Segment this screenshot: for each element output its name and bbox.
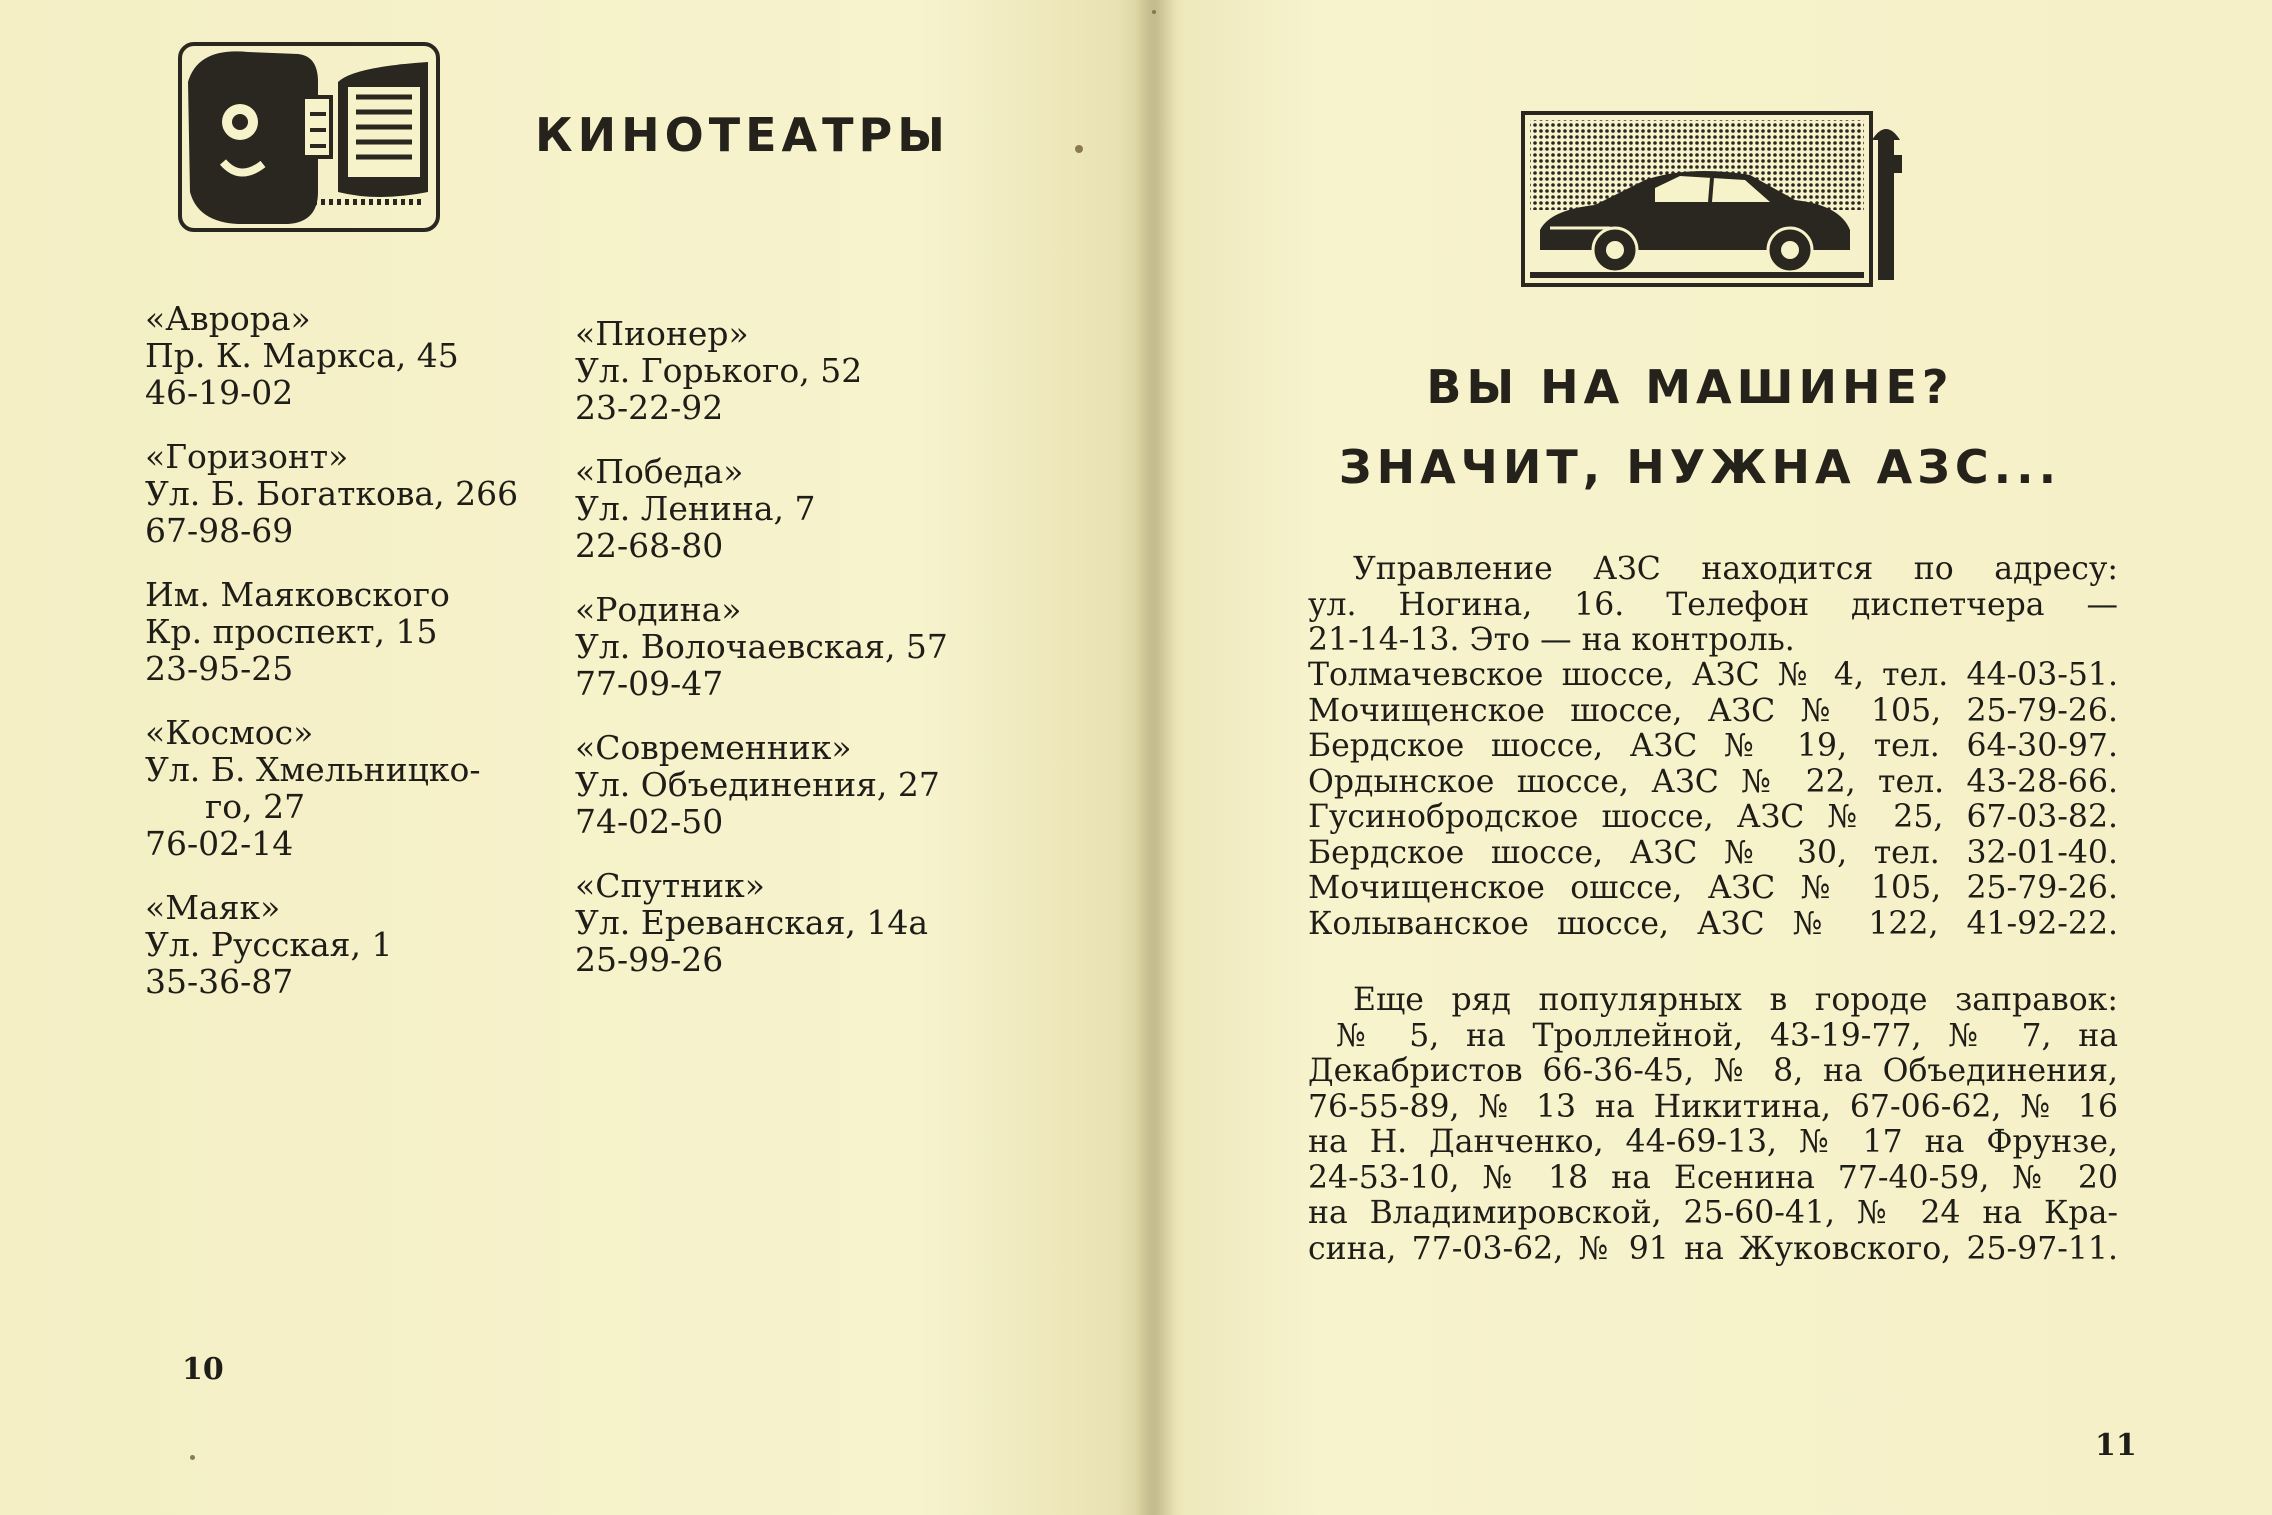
station-line: Мочищенское ошссе, АЗС № 105, 25-79-26. (1308, 870, 2118, 906)
cinema-address: Ул. Ереванская, 14а (575, 903, 929, 942)
cinema-phone: 25-99-26 (575, 940, 724, 979)
station-line: Ордынское шоссе, АЗС № 22, тел. 43-28-66. (1308, 763, 2118, 800)
cinema-entry (575, 591, 995, 702)
cinema-name: Им. Маяковского (145, 575, 450, 614)
page-title: КИНОТЕАТРЫ (535, 108, 950, 162)
cinema-entry (145, 300, 545, 411)
text-line: Еще ряд популярных в городе заправок: (1353, 982, 2118, 1018)
cinema-name: «Пионер» (575, 314, 749, 353)
text-line: 76-55-89, № 13 на Никитина, 67-06-62, № 16 (1308, 1088, 2118, 1125)
cinema-column-2 (575, 315, 995, 1005)
text-line: на Н. Данченко, 44-69-13, № 17 на Фрунзе, (1308, 1124, 2118, 1160)
popular-stations-paragraph (1308, 983, 2118, 1267)
cinema-entry (575, 729, 995, 840)
text-line: сина, 77-03-62, № 91 на Жуковского, 25-97-11. (1308, 1230, 2118, 1267)
station-line: Бердское шоссе, АЗС № 30, тел. 32-01-40. (1308, 834, 2118, 871)
paper-speck (190, 1455, 195, 1460)
film-camera-icon (178, 42, 440, 232)
cinema-name: «Космос» (145, 713, 314, 752)
cinema-phone: 23-22-92 (575, 388, 724, 427)
cinema-address: Ул. Объединения, 27 (575, 765, 940, 804)
intro-paragraph (1308, 552, 2118, 659)
cinema-entry (575, 453, 995, 564)
cinema-phone: 22-68-80 (575, 526, 724, 565)
cinema-entry (575, 867, 995, 978)
text-line: 21-14-13. Это — на контроль. (1308, 622, 1795, 658)
cinema-entry (145, 889, 545, 1000)
cinema-entry (145, 438, 545, 549)
cinema-address-continued: го, 27 (205, 787, 306, 826)
page-number: 11 (2095, 1428, 2137, 1463)
cinema-entry (575, 315, 995, 426)
cinema-column-1 (145, 300, 545, 1027)
cinema-address: Кр. проспект, 15 (145, 612, 438, 651)
cinema-phone: 67-98-69 (145, 511, 294, 550)
cinema-name: «Аврора» (145, 299, 311, 338)
cinema-phone: 23-95-25 (145, 649, 294, 688)
text-line: 24-53-10, № 18 на Есенина 77-40-59, № 20 (1308, 1159, 2118, 1196)
cinema-name: «Победа» (575, 452, 744, 491)
text-line: № 5, на Троллейной, 43-19-77, № 7, на (1336, 1017, 2118, 1054)
book-gutter (1135, 0, 1175, 1515)
cinema-phone: 35-36-87 (145, 962, 294, 1001)
cinema-address: Пр. К. Маркса, 45 (145, 336, 459, 375)
station-list (1308, 658, 2118, 942)
heading-answer: ЗНАЧИТ, НУЖНА АЗС... (1338, 440, 2062, 494)
cinema-address: Ул. Русская, 1 (145, 925, 393, 964)
cinema-phone: 76-02-14 (145, 824, 294, 863)
cinema-entry (145, 576, 545, 687)
cinema-phone: 46-19-02 (145, 373, 294, 412)
car-gas-station-icon (1520, 110, 1905, 288)
cinema-address: Ул. Б. Хмельницко- (145, 750, 481, 789)
text-line: Управление АЗС находится по адресу: (1353, 551, 2118, 587)
right-page (1150, 0, 2272, 1515)
cinema-address: Ул. Волочаевская, 57 (575, 627, 948, 666)
text-line: ул. Ногина, 16. Телефон диспетчера — (1308, 586, 2118, 623)
cinema-address: Ул. Горького, 52 (575, 351, 863, 390)
cinema-name: «Горизонт» (145, 437, 349, 476)
station-line: Колыванское шоссе, АЗС № 122, 41-92-22. (1308, 905, 2118, 942)
cinema-address: Ул. Б. Богаткова, 266 (145, 474, 519, 513)
station-line: Бердское шоссе, АЗС № 19, тел. 64-30-97. (1308, 728, 2118, 764)
cinema-address: Ул. Ленина, 7 (575, 489, 816, 528)
cinema-phone: 74-02-50 (575, 802, 724, 841)
heading-question: ВЫ НА МАШИНЕ? (1426, 360, 1954, 414)
text-line: Декабристов 66-36-45, № 8, на Объединения, (1308, 1053, 2118, 1089)
cinema-name: «Маяк» (145, 888, 281, 927)
paper-speck (1075, 145, 1083, 153)
page-number: 10 (182, 1352, 224, 1387)
station-line: Мочищенское шоссе, АЗС № 105, 25-79-26. (1308, 692, 2118, 729)
cinema-phone: 77-09-47 (575, 664, 724, 703)
station-line: Толмачевское шоссе, АЗС № 4, тел. 44-03-51. (1308, 657, 2118, 693)
station-line: Гусинобродское шоссе, АЗС № 25, 67-03-82. (1308, 799, 2118, 835)
cinema-name: «Современник» (575, 728, 852, 767)
cinema-name: «Родина» (575, 590, 742, 629)
cinema-entry (145, 714, 545, 862)
cinema-name: «Спутник» (575, 866, 765, 905)
text-line: на Владимировской, 25-60-41, № 24 на Кра- (1308, 1195, 2118, 1231)
